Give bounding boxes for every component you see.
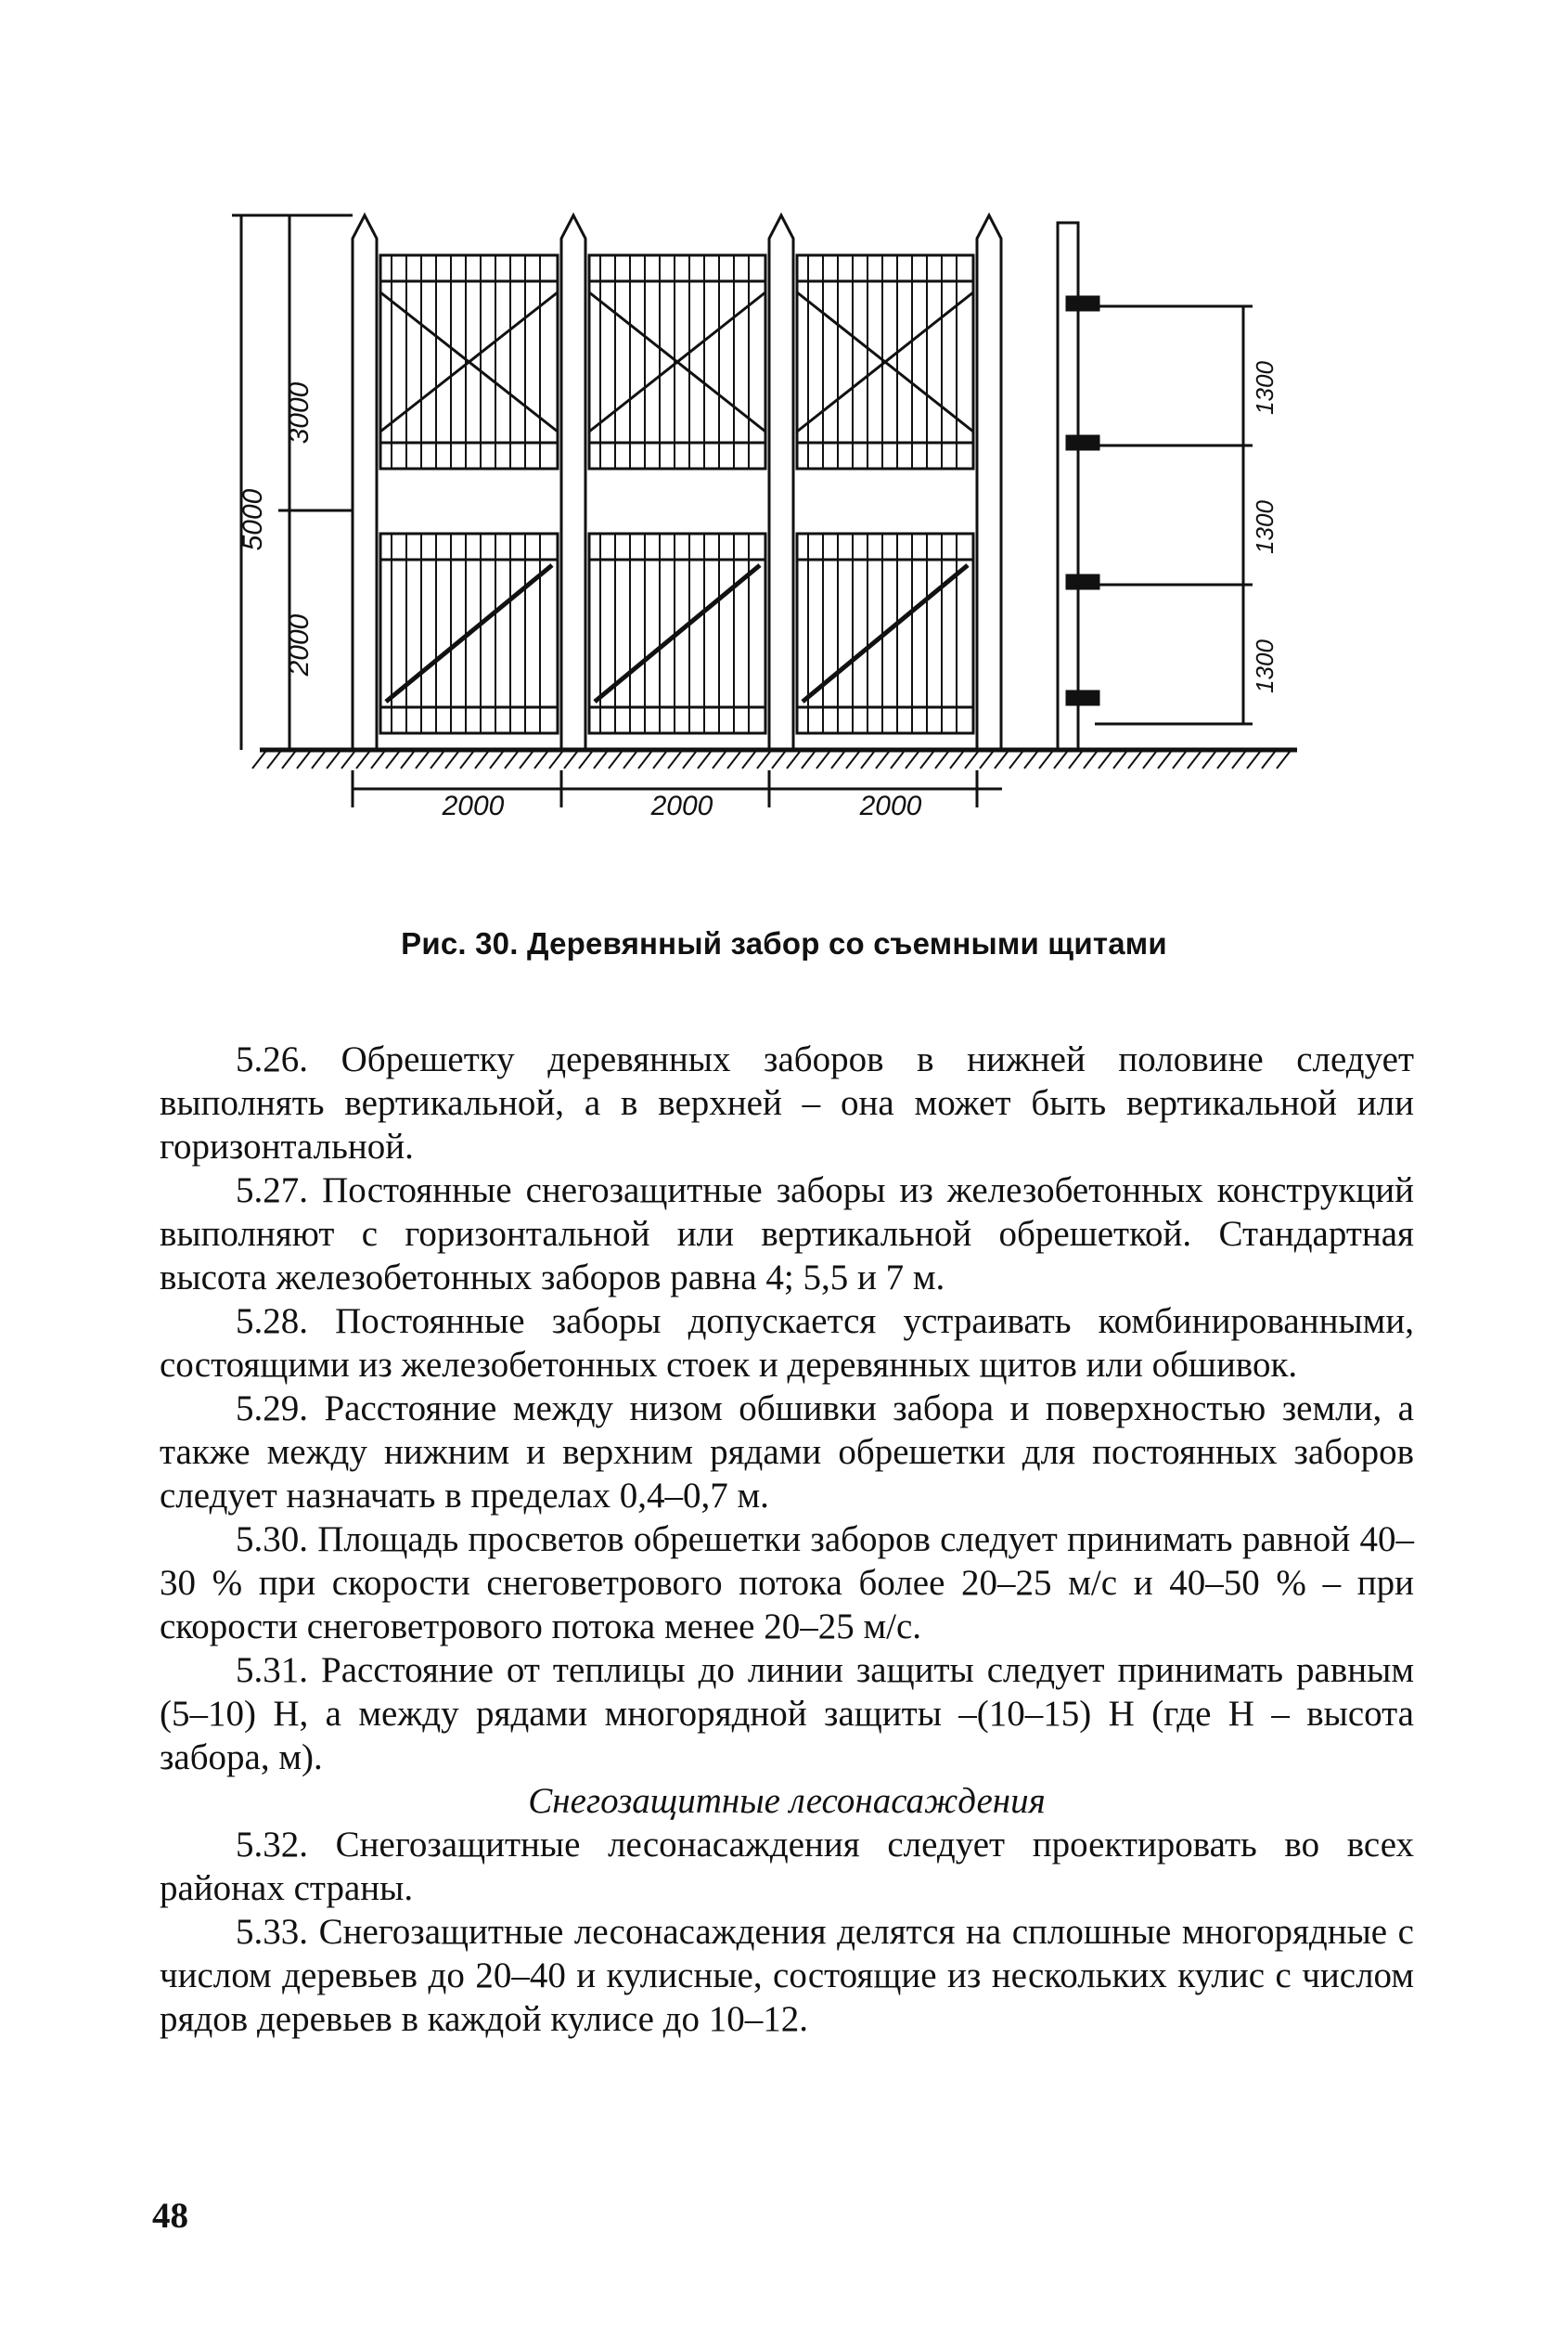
- ground-hatch: [1232, 752, 1245, 768]
- paragraph-5-33: 5.33. Снегозащитные лесонасаждения делятся на сплошные многорядные с числом деревьев до 20–40 и кулисные, состоящие из нескольких кулис с числом рядов деревьев в каждой кулисе до 10–12.: [160, 1912, 1414, 2039]
- section-heading: Снегозащитные лесонасаждения: [528, 1781, 1046, 1821]
- paragraph-5-30: 5.30. Площадь просветов обрешетки заборов следует принимать равной 40–30 % при скорости снеговетрового потока более 20–25 м/с и 40–50 % – при скорости снеговетрового потока менее 20–25 м/с.: [160, 1519, 1414, 1646]
- ground-hatch: [1202, 752, 1215, 768]
- ground-hatch: [282, 752, 295, 768]
- lower-brace: [386, 565, 552, 702]
- ground-hatch: [653, 752, 666, 768]
- ground-hatch: [891, 752, 904, 768]
- ground-hatch: [312, 752, 325, 768]
- side-board: [1067, 297, 1099, 310]
- ground-hatch: [698, 752, 711, 768]
- ground-hatch: [371, 752, 384, 768]
- dim-side-spacing-2: 1300: [1251, 500, 1279, 554]
- dim-lower-height: 2000: [284, 613, 315, 677]
- ground-hatch: [549, 752, 562, 768]
- ground-hatch: [505, 752, 518, 768]
- ground-hatch: [965, 752, 978, 768]
- ground-hatch: [1262, 752, 1275, 768]
- ground-hatch: [876, 752, 889, 768]
- page-number: 48: [152, 2196, 188, 2236]
- ground-hatch: [579, 752, 592, 768]
- ground-hatch: [980, 752, 993, 768]
- dim-panel-width-3: 2000: [859, 791, 922, 821]
- ground-hatch: [623, 752, 636, 768]
- ground-hatch: [713, 752, 726, 768]
- ground-hatch: [950, 752, 963, 768]
- dim-total-height: 5000: [238, 488, 268, 551]
- ground-hatch: [727, 752, 740, 768]
- ground-hatch: [638, 752, 651, 768]
- ground-hatch: [1277, 752, 1290, 768]
- ground-hatch: [846, 752, 859, 768]
- ground-hatch: [920, 752, 933, 768]
- ground-hatch: [1173, 752, 1186, 768]
- side-board: [1067, 691, 1099, 704]
- paragraph-5-27: 5.27. Постоянные снегозащитные заборы из железобетонных конструкций выполняют с горизонтальной или вертикальной обрешеткой. Стандартная высота железобетонных заборов равна 4; 5,5 и 7 м.: [160, 1170, 1414, 1297]
- ground-hatch: [1188, 752, 1201, 768]
- ground-hatch: [668, 752, 681, 768]
- ground-hatch: [445, 752, 458, 768]
- fence-post: [353, 215, 377, 750]
- ground-hatch: [1128, 752, 1141, 768]
- body-text: [160, 1038, 1414, 2041]
- ground-hatch: [1217, 752, 1230, 768]
- ground-hatch: [594, 752, 607, 768]
- ground-hatch: [1113, 752, 1126, 768]
- paragraph-5-26: 5.26. Обрешетку деревянных заборов в нижней половине следует выполнять вертикальной, а в верхней – она может быть вертикальной или горизонтальной.: [160, 1039, 1414, 1167]
- ground-hatch: [475, 752, 488, 768]
- side-board: [1067, 436, 1099, 449]
- dim-panel-width-1: 2000: [442, 791, 505, 821]
- ground-hatch: [1084, 752, 1097, 768]
- ground-hatch: [742, 752, 755, 768]
- ground-hatch: [935, 752, 948, 768]
- ground-hatch: [267, 752, 280, 768]
- ground-hatch: [1039, 752, 1052, 768]
- ground-hatch: [816, 752, 829, 768]
- ground-hatch: [252, 752, 265, 768]
- dim-side-spacing-3: 1300: [1251, 639, 1279, 693]
- ground-hatch: [1143, 752, 1156, 768]
- ground-hatch: [787, 752, 800, 768]
- ground-hatch: [490, 752, 503, 768]
- fence-drawing: [213, 186, 1364, 891]
- ground-hatch: [1009, 752, 1022, 768]
- ground-hatch: [831, 752, 844, 768]
- ground-hatch: [906, 752, 919, 768]
- paragraph-5-32: 5.32. Снегозащитные лесонасаждения следует проектировать во всех районах страны.: [160, 1825, 1414, 1908]
- ground-hatch: [995, 752, 1008, 768]
- lower-brace: [803, 565, 968, 702]
- ground-hatch: [431, 752, 443, 768]
- ground-hatch: [683, 752, 696, 768]
- figure-caption: Рис. 30. Деревянный забор со съемными щитами: [401, 926, 1167, 961]
- dim-side-spacing-1: 1300: [1251, 361, 1279, 415]
- ground-hatch: [356, 752, 369, 768]
- fence-post: [561, 215, 585, 750]
- ground-hatch: [1158, 752, 1171, 768]
- lower-brace: [595, 565, 760, 702]
- ground-hatch: [802, 752, 815, 768]
- dim-upper-height: 3000: [284, 381, 315, 445]
- ground-hatch: [1054, 752, 1067, 768]
- ground-hatch: [772, 752, 785, 768]
- ground-hatch: [1247, 752, 1260, 768]
- side-board: [1067, 575, 1099, 588]
- ground-hatch: [341, 752, 354, 768]
- paragraph-5-28: 5.28. Постоянные заборы допускается устраивать комбинированными, состоящими из железобетонных стоек и деревянных щитов или обшивок.: [160, 1301, 1414, 1385]
- fence-post: [769, 215, 793, 750]
- paragraph-5-31: 5.31. Расстояние от теплицы до линии защиты следует принимать равным (5–10) Н, а между рядами многорядной защиты –(10–15) Н (где Н – высота забора, м).: [160, 1650, 1414, 1777]
- ground-hatch: [534, 752, 547, 768]
- ground-hatch: [1099, 752, 1112, 768]
- ground-hatch: [757, 752, 770, 768]
- ground-hatch: [386, 752, 399, 768]
- ground-hatch: [460, 752, 473, 768]
- ground-hatch: [401, 752, 414, 768]
- ground-hatch: [327, 752, 340, 768]
- ground-hatch: [609, 752, 622, 768]
- ground-hatch: [564, 752, 577, 768]
- fence-post: [977, 215, 1001, 750]
- ground-hatch: [520, 752, 533, 768]
- ground-hatch: [861, 752, 874, 768]
- ground-hatch: [1069, 752, 1082, 768]
- ground-hatch: [416, 752, 429, 768]
- ground-hatch: [297, 752, 310, 768]
- paragraph-5-29: 5.29. Расстояние между низом обшивки забора и поверхностью земли, а также между нижним и верхним рядами обрешетки для постоянных заборов следует назначать в пределах 0,4–0,7 м.: [160, 1388, 1414, 1516]
- dim-panel-width-2: 2000: [650, 791, 713, 821]
- ground-hatch: [1024, 752, 1037, 768]
